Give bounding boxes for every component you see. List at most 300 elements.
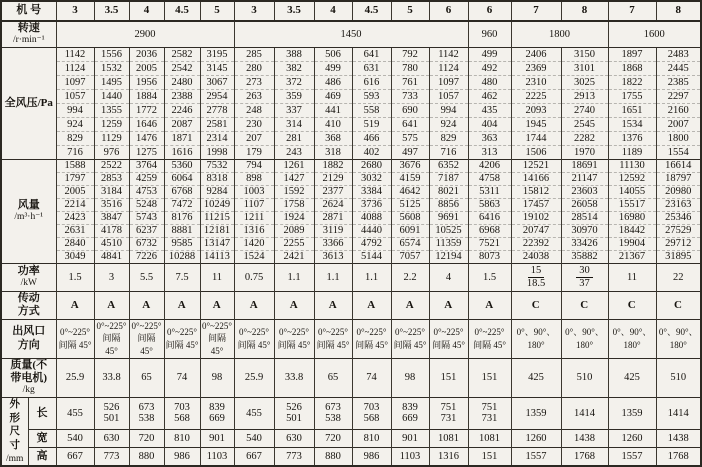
pressure-value-cell: 829 bbox=[429, 131, 468, 145]
pressure-value-cell: 2483 bbox=[656, 47, 701, 61]
outlet-direction-cell: 0°~225° 间隔 45° bbox=[200, 319, 234, 358]
pressure-value-cell: 1871 bbox=[164, 131, 200, 145]
flow-value-cell: 4753 bbox=[129, 185, 164, 198]
flow-value-cell: 10288 bbox=[164, 250, 200, 263]
width-value-cell: 901 bbox=[391, 429, 429, 447]
machine-no-cell: 4 bbox=[129, 1, 164, 21]
machine-no-cell: 4.5 bbox=[352, 1, 391, 21]
outlet-direction-cell: 0°~225° 间隔 45° bbox=[314, 319, 352, 358]
flow-value-cell: 1003 bbox=[234, 185, 274, 198]
pressure-value-cell: 1554 bbox=[656, 145, 701, 159]
pressure-value-cell: 1755 bbox=[608, 89, 656, 103]
speed-cell: 1600 bbox=[608, 21, 701, 47]
flow-row bbox=[1, 159, 701, 172]
pressure-value-cell: 506 bbox=[314, 47, 352, 61]
flow-value-cell: 4088 bbox=[352, 211, 391, 224]
flow-value-cell: 794 bbox=[234, 159, 274, 172]
power-value-cell: 30 37 bbox=[561, 263, 608, 291]
pressure-value-cell: 994 bbox=[56, 103, 94, 117]
flow-value-cell: 1882 bbox=[314, 159, 352, 172]
pressure-value-cell: 1376 bbox=[608, 131, 656, 145]
flow-value-cell: 23603 bbox=[561, 185, 608, 198]
pressure-value-cell: 1532 bbox=[94, 61, 129, 75]
row-label-length: 长 bbox=[28, 397, 56, 429]
pressure-value-cell: 1275 bbox=[129, 145, 164, 159]
flow-value-cell: 11130 bbox=[608, 159, 656, 172]
pressure-value-cell: 2778 bbox=[200, 103, 234, 117]
pressure-value-cell: 243 bbox=[274, 145, 314, 159]
pressure-value-cell: 3150 bbox=[561, 47, 608, 61]
drive-type-cell: A bbox=[129, 291, 164, 319]
flow-value-cell: 7521 bbox=[468, 237, 511, 250]
row-label-height: 高 bbox=[28, 448, 56, 466]
width-value-cell: 1081 bbox=[429, 429, 468, 447]
length-value-cell: 751 731 bbox=[429, 397, 468, 429]
pressure-value-cell: 1129 bbox=[94, 131, 129, 145]
mass-value-cell: 74 bbox=[352, 358, 391, 397]
drive-type-cell: A bbox=[468, 291, 511, 319]
flow-value-cell: 3676 bbox=[391, 159, 429, 172]
speed-cell: 960 bbox=[468, 21, 511, 47]
flow-value-cell: 10249 bbox=[200, 198, 234, 211]
machine-no-cell: 4.5 bbox=[164, 1, 200, 21]
flow-row bbox=[1, 172, 701, 185]
pressure-value-cell: 281 bbox=[274, 131, 314, 145]
flow-value-cell: 1592 bbox=[274, 185, 314, 198]
flow-value-cell: 6091 bbox=[391, 224, 429, 237]
pressure-value-cell: 179 bbox=[234, 145, 274, 159]
row-label-speed: 转速 /r·min⁻¹ bbox=[1, 21, 56, 47]
pressure-value-cell: 690 bbox=[391, 103, 429, 117]
power-value-cell: 15 18.5 bbox=[511, 263, 561, 291]
mass-value-cell: 98 bbox=[200, 358, 234, 397]
flow-value-cell: 5360 bbox=[164, 159, 200, 172]
flow-value-cell: 2423 bbox=[56, 211, 94, 224]
pressure-value-cell: 441 bbox=[314, 103, 352, 117]
pressure-value-cell: 368 bbox=[314, 131, 352, 145]
flow-value-cell: 11359 bbox=[429, 237, 468, 250]
width-value-cell: 720 bbox=[314, 429, 352, 447]
power-value-cell: 1.5 bbox=[468, 263, 511, 291]
flow-value-cell: 18797 bbox=[656, 172, 701, 185]
length-value-cell: 703 568 bbox=[352, 397, 391, 429]
flow-value-cell: 6732 bbox=[129, 237, 164, 250]
pressure-value-cell: 761 bbox=[391, 75, 429, 89]
flow-value-cell: 1420 bbox=[234, 237, 274, 250]
pressure-value-cell: 372 bbox=[274, 75, 314, 89]
length-value-cell: 455 bbox=[234, 397, 274, 429]
flow-value-cell: 2871 bbox=[314, 211, 352, 224]
machine-no-cell: 8 bbox=[656, 1, 701, 21]
length-value-cell: 526 501 bbox=[274, 397, 314, 429]
pressure-value-cell: 733 bbox=[391, 89, 429, 103]
flow-value-cell: 1261 bbox=[274, 159, 314, 172]
pressure-value-cell: 2445 bbox=[656, 61, 701, 75]
pressure-value-cell: 2005 bbox=[129, 61, 164, 75]
pressure-value-cell: 207 bbox=[234, 131, 274, 145]
drive-type-cell: C bbox=[656, 291, 701, 319]
drive-type-cell: C bbox=[608, 291, 656, 319]
pressure-value-cell: 486 bbox=[314, 75, 352, 89]
length-value-cell: 751 731 bbox=[468, 397, 511, 429]
flow-value-cell: 7532 bbox=[200, 159, 234, 172]
machine-no-cell: 3 bbox=[56, 1, 94, 21]
pressure-value-cell: 280 bbox=[234, 61, 274, 75]
outlet-direction-cell: 0°~225° 间隔 45° bbox=[391, 319, 429, 358]
flow-value-cell: 5248 bbox=[129, 198, 164, 211]
outlet-direction-cell: 0°~225° 间隔 45° bbox=[468, 319, 511, 358]
height-value-cell: 1768 bbox=[656, 448, 701, 466]
flow-value-cell: 22392 bbox=[511, 237, 561, 250]
pressure-value-cell: 1495 bbox=[94, 75, 129, 89]
drive-type-cell: A bbox=[391, 291, 429, 319]
drive-type-cell: A bbox=[314, 291, 352, 319]
pressure-value-cell: 2297 bbox=[656, 89, 701, 103]
mass-value-cell: 33.8 bbox=[274, 358, 314, 397]
flow-value-cell: 2522 bbox=[94, 159, 129, 172]
pressure-value-cell: 273 bbox=[234, 75, 274, 89]
pressure-value-cell: 1355 bbox=[94, 103, 129, 117]
power-row bbox=[1, 263, 701, 291]
length-value-cell: 526 501 bbox=[94, 397, 129, 429]
flow-value-cell: 5311 bbox=[468, 185, 511, 198]
length-value-cell: 455 bbox=[56, 397, 94, 429]
machine-no-cell: 4 bbox=[314, 1, 352, 21]
flow-value-cell: 18691 bbox=[561, 159, 608, 172]
flow-value-cell: 1427 bbox=[274, 172, 314, 185]
flow-value-cell: 2840 bbox=[56, 237, 94, 250]
flow-value-cell: 8021 bbox=[429, 185, 468, 198]
pressure-value-cell: 1651 bbox=[608, 103, 656, 117]
power-value-cell: 4 bbox=[429, 263, 468, 291]
machine-no-cell: 6 bbox=[429, 1, 468, 21]
flow-value-cell: 25346 bbox=[656, 211, 701, 224]
mass-value-cell: 151 bbox=[429, 358, 468, 397]
flow-value-cell: 21147 bbox=[561, 172, 608, 185]
pressure-value-cell: 492 bbox=[468, 61, 511, 75]
flow-value-cell: 4206 bbox=[468, 159, 511, 172]
pressure-value-cell: 1646 bbox=[129, 117, 164, 131]
pressure-value-cell: 318 bbox=[314, 145, 352, 159]
pressure-row bbox=[1, 131, 701, 145]
machine-no-cell: 8 bbox=[561, 1, 608, 21]
flow-value-cell: 8176 bbox=[164, 211, 200, 224]
drive-type-cell: A bbox=[200, 291, 234, 319]
flow-value-cell: 18442 bbox=[608, 224, 656, 237]
flow-value-cell: 3119 bbox=[314, 224, 352, 237]
length-value-cell: 1359 bbox=[608, 397, 656, 429]
drive-type-cell: A bbox=[274, 291, 314, 319]
mass-value-cell: 510 bbox=[656, 358, 701, 397]
flow-value-cell: 12592 bbox=[608, 172, 656, 185]
row-label-drive: 传动 方式 bbox=[1, 291, 56, 319]
pressure-value-cell: 314 bbox=[274, 117, 314, 131]
pressure-value-cell: 3067 bbox=[200, 75, 234, 89]
flow-value-cell: 3764 bbox=[129, 159, 164, 172]
height-value-cell: 773 bbox=[94, 448, 129, 466]
pressure-value-cell: 1945 bbox=[511, 117, 561, 131]
flow-value-cell: 26058 bbox=[561, 198, 608, 211]
width-value-cell: 901 bbox=[200, 429, 234, 447]
mass-value-cell: 33.8 bbox=[94, 358, 129, 397]
machine-no-cell: 3.5 bbox=[94, 1, 129, 21]
height-value-cell: 773 bbox=[274, 448, 314, 466]
length-value-cell: 673 538 bbox=[314, 397, 352, 429]
flow-value-cell: 29712 bbox=[656, 237, 701, 250]
flow-value-cell: 6237 bbox=[129, 224, 164, 237]
outlet-direction-cell: 0°~225° 间隔 45° bbox=[274, 319, 314, 358]
outlet-direction-cell: 0°~225° 间隔 45° bbox=[234, 319, 274, 358]
pressure-value-cell: 1142 bbox=[429, 47, 468, 61]
power-value-cell: 11 bbox=[608, 263, 656, 291]
pressure-value-cell: 2314 bbox=[200, 131, 234, 145]
drive-type-cell: A bbox=[164, 291, 200, 319]
height-value-cell: 986 bbox=[352, 448, 391, 466]
flow-value-cell: 2421 bbox=[274, 250, 314, 263]
pressure-value-cell: 263 bbox=[234, 89, 274, 103]
height-value-cell: 1316 bbox=[429, 448, 468, 466]
width-value-cell: 1260 bbox=[608, 429, 656, 447]
pressure-value-cell: 2036 bbox=[129, 47, 164, 61]
pressure-value-cell: 2282 bbox=[561, 131, 608, 145]
pressure-value-cell: 1506 bbox=[511, 145, 561, 159]
pressure-value-cell: 359 bbox=[274, 89, 314, 103]
pressure-value-cell: 2913 bbox=[561, 89, 608, 103]
mass-value-cell: 425 bbox=[511, 358, 561, 397]
flow-value-cell: 2255 bbox=[274, 237, 314, 250]
speed-cell: 2900 bbox=[56, 21, 234, 47]
flow-value-cell: 9691 bbox=[429, 211, 468, 224]
pressure-value-cell: 388 bbox=[274, 47, 314, 61]
machine-no-cell: 7 bbox=[511, 1, 561, 21]
power-value-cell: 1.1 bbox=[274, 263, 314, 291]
mass-value-cell: 25.9 bbox=[56, 358, 94, 397]
flow-value-cell: 3384 bbox=[352, 185, 391, 198]
flow-value-cell: 2377 bbox=[314, 185, 352, 198]
flow-value-cell: 24038 bbox=[511, 250, 561, 263]
pressure-value-cell: 780 bbox=[391, 61, 429, 75]
pressure-value-cell: 499 bbox=[468, 47, 511, 61]
outlet-direction-cell: 0°~225° 间隔 45° bbox=[352, 319, 391, 358]
width-value-cell: 540 bbox=[56, 429, 94, 447]
pressure-value-cell: 1534 bbox=[608, 117, 656, 131]
pressure-row bbox=[1, 117, 701, 131]
pressure-value-cell: 2225 bbox=[511, 89, 561, 103]
height-value-cell: 880 bbox=[129, 448, 164, 466]
flow-value-cell: 1588 bbox=[56, 159, 94, 172]
flow-value-cell: 4178 bbox=[94, 224, 129, 237]
machine-no-cell: 3 bbox=[234, 1, 274, 21]
row-label-machine-no: 机 号 bbox=[1, 1, 56, 21]
flow-value-cell: 3184 bbox=[94, 185, 129, 198]
pressure-row bbox=[1, 47, 701, 61]
pressure-value-cell: 2388 bbox=[164, 89, 200, 103]
row-label-mass: 质量(不 带电机) /kg bbox=[1, 358, 56, 397]
pressure-value-cell: 337 bbox=[274, 103, 314, 117]
machine-no-cell: 7 bbox=[608, 1, 656, 21]
machine-no-cell: 6 bbox=[468, 1, 511, 21]
flow-value-cell: 33426 bbox=[561, 237, 608, 250]
flow-value-cell: 2631 bbox=[56, 224, 94, 237]
pressure-value-cell: 2093 bbox=[511, 103, 561, 117]
flow-value-cell: 30970 bbox=[561, 224, 608, 237]
pressure-value-cell: 558 bbox=[352, 103, 391, 117]
pressure-value-cell: 3195 bbox=[200, 47, 234, 61]
height-value-cell: 667 bbox=[234, 448, 274, 466]
flow-value-cell: 7187 bbox=[429, 172, 468, 185]
pressure-value-cell: 1189 bbox=[608, 145, 656, 159]
flow-value-cell: 15517 bbox=[608, 198, 656, 211]
length-value-cell: 1414 bbox=[561, 397, 608, 429]
flow-value-cell: 2214 bbox=[56, 198, 94, 211]
length-value-cell: 839 669 bbox=[391, 397, 429, 429]
pressure-value-cell: 1556 bbox=[94, 47, 129, 61]
pressure-value-cell: 1616 bbox=[164, 145, 200, 159]
row-label-dimensions: 外 形 尺 寸 /mm bbox=[1, 397, 28, 465]
flow-value-cell: 6968 bbox=[468, 224, 511, 237]
pressure-value-cell: 1772 bbox=[129, 103, 164, 117]
pressure-value-cell: 1097 bbox=[429, 75, 468, 89]
flow-value-cell: 2089 bbox=[274, 224, 314, 237]
flow-value-cell: 2129 bbox=[314, 172, 352, 185]
flow-value-cell: 17457 bbox=[511, 198, 561, 211]
row-label-outlet: 出风口 方向 bbox=[1, 319, 56, 358]
height-value-cell: 151 bbox=[468, 448, 511, 466]
height-value-cell: 1557 bbox=[511, 448, 561, 466]
pressure-value-cell: 641 bbox=[391, 117, 429, 131]
pressure-value-cell: 499 bbox=[314, 61, 352, 75]
pressure-value-cell: 2542 bbox=[164, 61, 200, 75]
mass-value-cell: 425 bbox=[608, 358, 656, 397]
pressure-value-cell: 462 bbox=[468, 89, 511, 103]
width-value-cell: 720 bbox=[129, 429, 164, 447]
pressure-value-cell: 716 bbox=[429, 145, 468, 159]
pressure-value-cell: 410 bbox=[314, 117, 352, 131]
flow-value-cell: 1758 bbox=[274, 198, 314, 211]
pressure-value-cell: 1142 bbox=[56, 47, 94, 61]
height-value-cell: 1103 bbox=[200, 448, 234, 466]
height-value-cell: 1103 bbox=[391, 448, 429, 466]
pressure-value-cell: 792 bbox=[391, 47, 429, 61]
pressure-value-cell: 976 bbox=[94, 145, 129, 159]
flow-value-cell: 21367 bbox=[608, 250, 656, 263]
flow-value-cell: 1316 bbox=[234, 224, 274, 237]
pressure-value-cell: 924 bbox=[56, 117, 94, 131]
pressure-value-cell: 1884 bbox=[129, 89, 164, 103]
flow-value-cell: 6064 bbox=[164, 172, 200, 185]
height-value-cell: 986 bbox=[164, 448, 200, 466]
flow-value-cell: 13147 bbox=[200, 237, 234, 250]
pressure-value-cell: 2406 bbox=[511, 47, 561, 61]
pressure-value-cell: 1868 bbox=[608, 61, 656, 75]
outlet-direction-cell: 0°、90°、 180° bbox=[656, 319, 701, 358]
pressure-value-cell: 3145 bbox=[200, 61, 234, 75]
flow-value-cell: 14055 bbox=[608, 185, 656, 198]
flow-row bbox=[1, 250, 701, 263]
mass-value-cell: 74 bbox=[164, 358, 200, 397]
flow-value-cell: 1107 bbox=[234, 198, 274, 211]
outlet-direction-cell: 0°~225° 间隔 45° bbox=[164, 319, 200, 358]
speed-row bbox=[1, 21, 701, 47]
flow-value-cell: 31895 bbox=[656, 250, 701, 263]
flow-value-cell: 2624 bbox=[314, 198, 352, 211]
mass-value-cell: 510 bbox=[561, 358, 608, 397]
drive-type-cell: A bbox=[234, 291, 274, 319]
flow-value-cell: 5125 bbox=[391, 198, 429, 211]
width-row bbox=[1, 429, 701, 447]
pressure-value-cell: 631 bbox=[352, 61, 391, 75]
pressure-value-cell: 1476 bbox=[129, 131, 164, 145]
pressure-value-cell: 1124 bbox=[56, 61, 94, 75]
width-value-cell: 1438 bbox=[656, 429, 701, 447]
flow-row bbox=[1, 211, 701, 224]
row-label-flow: 风量 /m³·h⁻¹ bbox=[1, 159, 56, 263]
pressure-value-cell: 994 bbox=[429, 103, 468, 117]
pressure-value-cell: 1744 bbox=[511, 131, 561, 145]
pressure-row bbox=[1, 75, 701, 89]
flow-value-cell: 4510 bbox=[94, 237, 129, 250]
pressure-value-cell: 2246 bbox=[164, 103, 200, 117]
drive-type-cell: A bbox=[429, 291, 468, 319]
power-value-cell: 1.5 bbox=[56, 263, 94, 291]
flow-value-cell: 5144 bbox=[352, 250, 391, 263]
power-value-cell: 1.1 bbox=[352, 263, 391, 291]
power-value-cell: 3 bbox=[94, 263, 129, 291]
flow-value-cell: 10525 bbox=[429, 224, 468, 237]
flow-value-cell: 5743 bbox=[129, 211, 164, 224]
height-value-cell: 1557 bbox=[608, 448, 656, 466]
flow-value-cell: 3613 bbox=[314, 250, 352, 263]
pressure-value-cell: 2954 bbox=[200, 89, 234, 103]
flow-value-cell: 3516 bbox=[94, 198, 129, 211]
mass-value-cell: 65 bbox=[314, 358, 352, 397]
flow-value-cell: 15812 bbox=[511, 185, 561, 198]
pressure-value-cell: 382 bbox=[274, 61, 314, 75]
length-value-cell: 703 568 bbox=[164, 397, 200, 429]
pressure-value-cell: 1057 bbox=[56, 89, 94, 103]
speed-cell: 1800 bbox=[511, 21, 608, 47]
outlet-direction-cell: 0°、90°、 180° bbox=[561, 319, 608, 358]
outlet-direction-cell: 0°~225° 间隔 45° bbox=[56, 319, 94, 358]
flow-value-cell: 3032 bbox=[352, 172, 391, 185]
flow-value-cell: 4758 bbox=[468, 172, 511, 185]
flow-value-cell: 1211 bbox=[234, 211, 274, 224]
pressure-value-cell: 593 bbox=[352, 89, 391, 103]
outlet-direction-cell: 0°~225° 间隔 45° bbox=[429, 319, 468, 358]
flow-value-cell: 9284 bbox=[200, 185, 234, 198]
length-value-cell: 673 538 bbox=[129, 397, 164, 429]
length-value-cell: 1414 bbox=[656, 397, 701, 429]
pressure-value-cell: 1822 bbox=[608, 75, 656, 89]
length-value-cell: 1359 bbox=[511, 397, 561, 429]
pressure-value-cell: 1998 bbox=[200, 145, 234, 159]
flow-value-cell: 4642 bbox=[391, 185, 429, 198]
flow-value-cell: 3366 bbox=[314, 237, 352, 250]
drive-type-cell: C bbox=[561, 291, 608, 319]
pressure-value-cell: 924 bbox=[429, 117, 468, 131]
flow-value-cell: 14113 bbox=[200, 250, 234, 263]
pressure-value-cell: 1124 bbox=[429, 61, 468, 75]
flow-value-cell: 4259 bbox=[129, 172, 164, 185]
pressure-value-cell: 2581 bbox=[200, 117, 234, 131]
pressure-value-cell: 1956 bbox=[129, 75, 164, 89]
flow-value-cell: 16614 bbox=[656, 159, 701, 172]
outlet-direction-cell: 0°、90°、 180° bbox=[511, 319, 561, 358]
flow-value-cell: 3736 bbox=[352, 198, 391, 211]
speed-cell: 1450 bbox=[234, 21, 468, 47]
flow-value-cell: 35882 bbox=[561, 250, 608, 263]
pressure-value-cell: 2369 bbox=[511, 61, 561, 75]
